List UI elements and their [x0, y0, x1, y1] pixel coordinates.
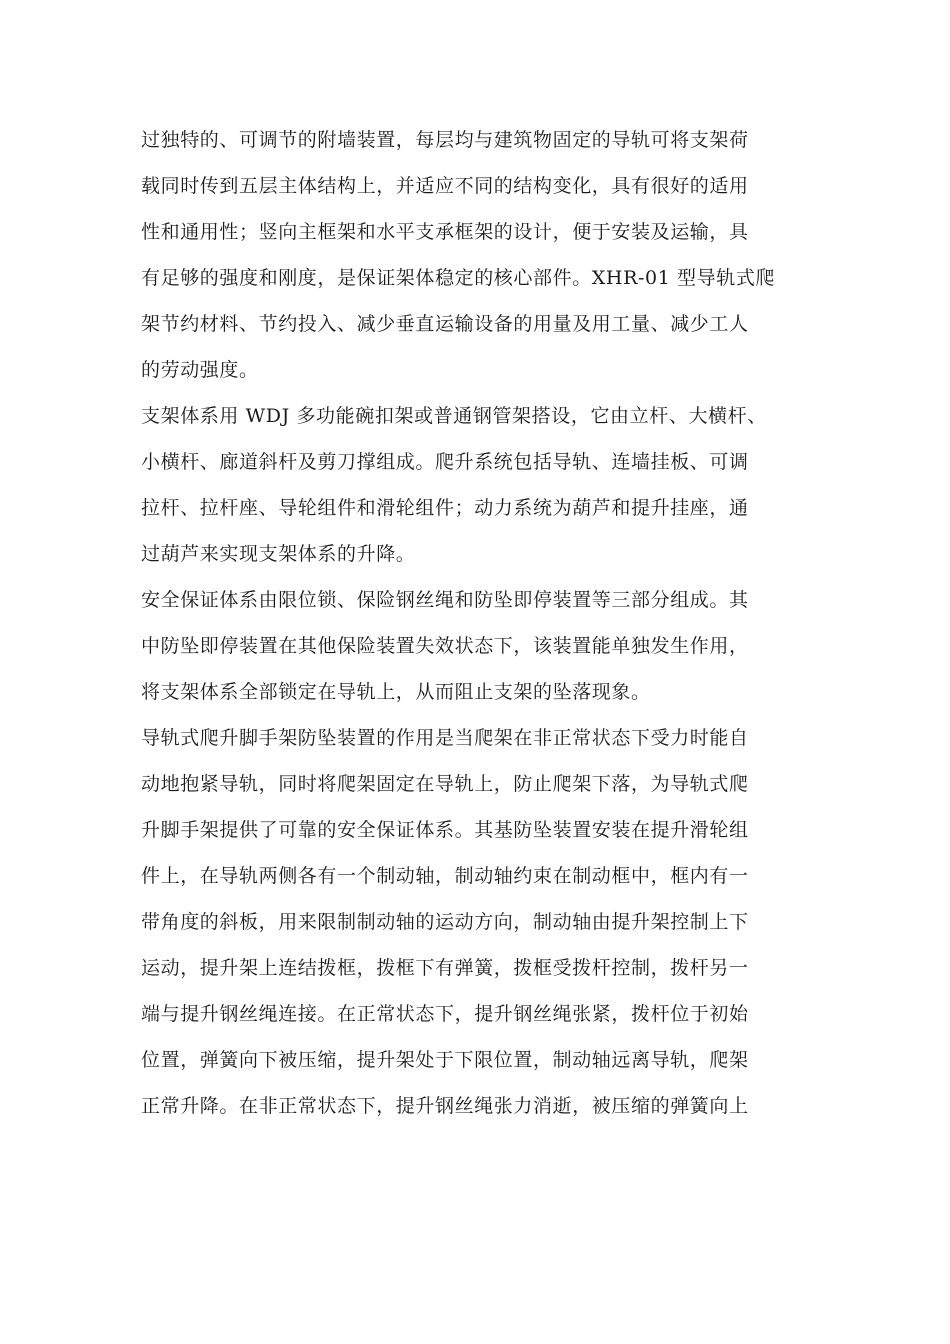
paragraph-anti-fall-device	[141, 715, 821, 1129]
text-line: 载同时传到五层主体结构上，并适应不同的结构变化，具有很好的适用	[141, 175, 749, 197]
text-line: 动地抱紧导轨，同时将爬架固定在导轨上，防止爬架下落，为导轨式爬	[141, 773, 749, 795]
text-line: 导轨式爬升脚手架防坠装置的作用是当爬架在非正常状态下受力时能自	[141, 727, 749, 749]
text-line: 过葫芦来实现支架体系的升降。	[141, 543, 416, 565]
text-line: 有足够的强度和刚度，是保证架体稳定的核心部件。XHR-01 型导轨式爬	[141, 267, 776, 289]
text-line: 位置，弹簧向下被压缩，提升架处于下限位置，制动轴远离导轨，爬架	[141, 1049, 749, 1071]
text-line: 拉杆、拉杆座、导轮组件和滑轮组件；动力系统为葫芦和提升挂座，通	[141, 497, 749, 519]
text-line: 升脚手架提供了可靠的安全保证体系。其基防坠装置安装在提升滑轮组	[141, 819, 749, 841]
text-line: 带角度的斜板，用来限制制动轴的运动方向，制动轴由提升架控制上下	[141, 911, 749, 933]
paragraph-safety-system	[141, 577, 821, 715]
text-line: 性和通用性；竖向主框架和水平支承框架的设计，便于安装及运输，具	[141, 221, 749, 243]
text-line: 架节约材料、节约投入、减少垂直运输设备的用量及用工量、减少工人	[141, 313, 749, 335]
text-line: 正常升降。在非正常状态下，提升钢丝绳张力消逝，被压缩的弹簧向上	[141, 1095, 749, 1117]
text-line: 中防坠即停装置在其他保险装置失效状态下，该装置能单独发生作用，	[141, 635, 749, 657]
text-line: 过独特的、可调节的附墙装置，每层均与建筑物固定的导轨可将支架荷	[141, 129, 749, 151]
text-line: 端与提升钢丝绳连接。在正常状态下，提升钢丝绳张紧，拨杆位于初始	[141, 1003, 749, 1025]
text-line: 支架体系用 WDJ 多功能碗扣架或普通钢管架搭设，它由立杆、大横杆、	[141, 405, 767, 427]
text-line: 运动，提升架上连结拨框，拨框下有弹簧，拨框受拨杆控制，拨杆另一	[141, 957, 749, 979]
text-line: 将支架体系全部锁定在导轨上，从而阻止支架的坠落现象。	[141, 681, 651, 703]
text-line: 安全保证体系由限位锁、保险钢丝绳和防坠即停装置等三部分组成。其	[141, 589, 749, 611]
document-body	[141, 117, 821, 1129]
paragraph-attachment-device	[141, 117, 821, 393]
text-line: 的劳动强度。	[141, 359, 259, 381]
text-line: 件上，在导轨两侧各有一个制动轴，制动轴约束在制动框中，框内有一	[141, 865, 749, 887]
paragraph-support-system	[141, 393, 821, 577]
text-line: 小横杆、廊道斜杆及剪刀撑组成。爬升系统包括导轨、连墙挂板、可调	[141, 451, 749, 473]
